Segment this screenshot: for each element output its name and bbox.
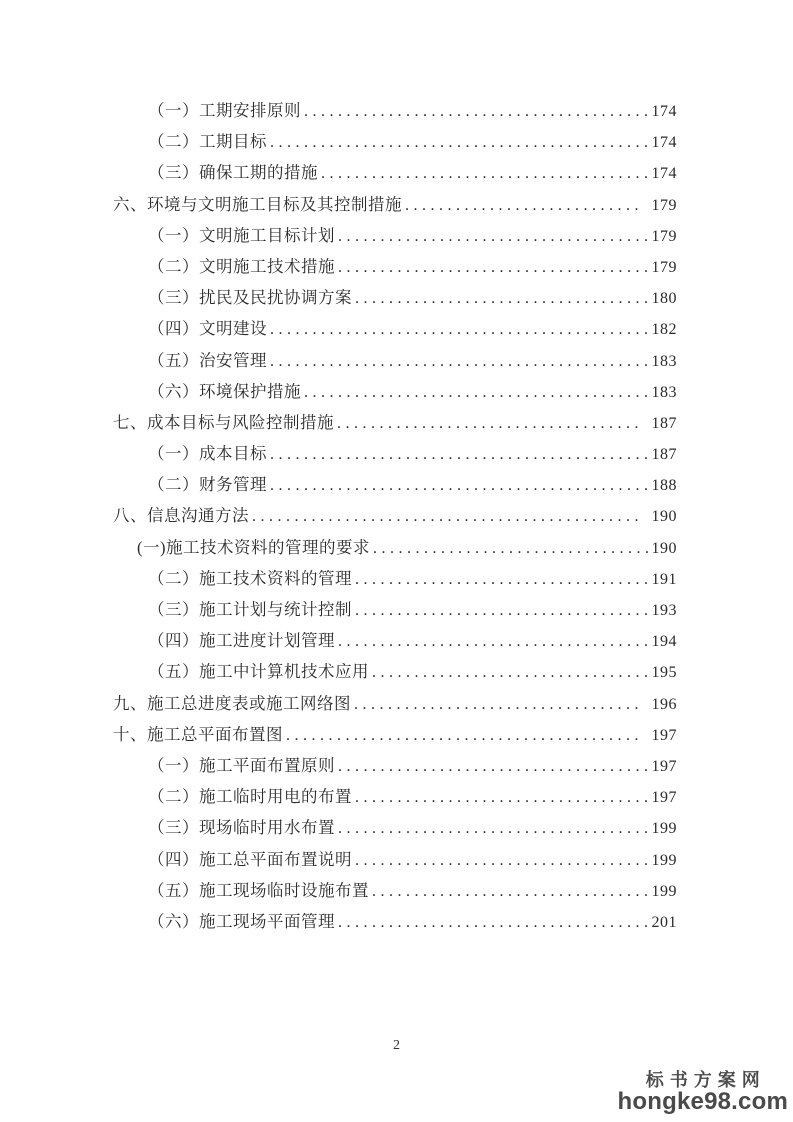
toc-entry[interactable] (113, 500, 677, 531)
toc-entry-title: （三）扰民及民扰协调方案 (148, 288, 352, 308)
watermark (618, 1070, 788, 1114)
toc-entry[interactable] (113, 656, 677, 687)
toc-dot-leader (355, 595, 650, 626)
toc-dot-leader (321, 158, 650, 189)
toc-dot-leader (354, 689, 642, 720)
toc-entry[interactable] (113, 563, 677, 594)
toc-entry-title: （二）文明施工技术措施 (148, 256, 335, 276)
toc-entry-page: 179 (651, 258, 677, 276)
toc-entry-title: （三）施工计划与统计控制 (148, 600, 352, 619)
toc-entry-title: 六、环境与文明施工目标及其控制措施 (113, 194, 402, 214)
toc-entry[interactable] (113, 812, 677, 843)
toc-entry-title: （三）确保工期的措施 (148, 163, 318, 183)
toc-entry-page: 195 (651, 664, 677, 682)
toc-entry-page: 197 (651, 789, 677, 807)
toc-entry[interactable] (113, 438, 677, 469)
toc-entry[interactable] (113, 157, 677, 188)
toc-entry-title: 八、信息沟通方法 (113, 506, 249, 526)
toc-entry-title: （二）施工临时用电的布置 (148, 787, 352, 807)
toc-entry-title: （四）施工总平面布置说明 (148, 849, 352, 869)
toc-entry[interactable] (113, 95, 677, 126)
watermark-site-name: 标书方案网 (645, 1070, 766, 1090)
toc-entry-page: 180 (651, 290, 677, 308)
toc-entry-title: （一）工期安排原则 (148, 101, 301, 120)
toc-entry[interactable] (113, 345, 677, 376)
toc-dot-leader (270, 470, 650, 501)
toc-entry[interactable] (113, 750, 677, 781)
toc-dot-leader (270, 314, 650, 345)
toc-entry-page: 191 (651, 570, 677, 588)
toc-entry-title: 七、成本目标与风险控制措施 (113, 412, 334, 432)
toc-entry-page: 197 (651, 726, 677, 744)
toc-entry-page: 190 (651, 508, 677, 526)
page-number: 2 (393, 1038, 400, 1053)
toc-entry-page: 193 (651, 602, 677, 619)
toc-dot-leader (338, 813, 650, 844)
toc-entry-page: 188 (651, 477, 677, 495)
toc-entry-page: 196 (651, 695, 677, 713)
toc-entry-page: 199 (651, 882, 677, 900)
toc-entry-page: 179 (651, 196, 677, 214)
toc-entry-page: 199 (651, 851, 677, 869)
toc-entry[interactable] (113, 875, 677, 906)
toc-entry-title: （三）现场临时用水布置 (148, 818, 335, 838)
toc-dot-leader (373, 533, 650, 564)
toc-entry-title: （二）财务管理 (148, 475, 267, 495)
toc-entry-page: 194 (651, 633, 677, 651)
toc-entry[interactable] (113, 781, 677, 812)
toc-entry[interactable] (113, 469, 677, 500)
toc-entry[interactable] (113, 251, 677, 282)
toc-dot-leader (355, 845, 650, 876)
toc-entry[interactable] (113, 906, 677, 937)
toc-entry-title: （二）施工技术资料的管理 (148, 568, 352, 588)
toc-entry[interactable] (113, 594, 677, 625)
toc-entry-page: 174 (651, 103, 677, 120)
toc-entry-title: （一）成本目标 (148, 444, 267, 464)
toc-entry-page: 201 (651, 913, 677, 931)
toc-entry-page: 197 (651, 757, 677, 775)
toc-entry[interactable] (113, 719, 677, 750)
toc-entry[interactable] (113, 313, 677, 344)
toc-entry-title: （五）治安管理 (148, 350, 267, 370)
toc-dot-leader (337, 408, 642, 439)
toc-entry-title: （四）文明建设 (148, 319, 267, 339)
toc-dot-leader (270, 127, 650, 158)
toc-entry-title: （二）工期目标 (148, 132, 267, 152)
toc-dot-leader (270, 346, 650, 377)
toc-dot-leader (372, 657, 650, 688)
toc-dot-leader (338, 221, 650, 252)
toc-entry-title: 十、施工总平面布置图 (113, 724, 283, 744)
toc-dot-leader (405, 190, 642, 221)
toc-dot-leader (338, 751, 650, 782)
toc-entry-page: 174 (651, 134, 677, 152)
toc-dot-leader (252, 501, 642, 532)
toc-entry[interactable] (113, 282, 677, 313)
toc-entry-page: 187 (651, 446, 677, 464)
toc-dot-leader (338, 252, 650, 283)
toc-entry-title: （一）文明施工目标计划 (148, 225, 335, 245)
toc-entry-page: 183 (651, 352, 677, 370)
toc-entry-title: （六）环境保护措施 (148, 381, 301, 401)
toc-entry[interactable] (113, 189, 677, 220)
toc-entry[interactable] (113, 126, 677, 157)
toc-dot-leader (338, 626, 650, 657)
toc-entry-page: 179 (651, 227, 677, 245)
toc-dot-leader (355, 283, 650, 314)
toc-entry[interactable] (113, 407, 677, 438)
toc-entry-page: 187 (651, 414, 677, 432)
toc-entry-title: （一）施工平面布置原则 (148, 755, 335, 775)
watermark-site-url: hongke98.com (617, 1088, 788, 1115)
toc-entry-title: （五）施工中计算机技术应用 (148, 662, 369, 682)
toc-entry-page: 183 (651, 383, 677, 401)
toc-dot-leader (372, 876, 650, 907)
toc-entry[interactable] (113, 844, 677, 875)
toc-dot-leader (304, 377, 650, 408)
toc-dot-leader (338, 907, 650, 938)
toc-dot-leader (270, 439, 650, 470)
toc-entry-page: 182 (651, 321, 677, 339)
toc-entry[interactable] (113, 376, 677, 407)
toc-entry-title: （六）施工现场平面管理 (148, 911, 335, 931)
toc-entry[interactable] (113, 220, 677, 251)
toc-entry[interactable] (113, 688, 677, 719)
toc-entry-title: （五）施工现场临时设施布置 (148, 880, 369, 900)
toc-dot-leader (355, 564, 650, 595)
toc-entry-title: （四）施工进度计划管理 (148, 631, 335, 651)
toc-entry-page: 174 (651, 165, 677, 183)
toc-entry-page: 190 (651, 539, 677, 557)
toc-entry[interactable] (113, 532, 677, 563)
toc-entry-page: 199 (651, 820, 677, 838)
toc-entry-title: (一)施工技术资料的管理的要求 (137, 537, 370, 557)
toc-entry[interactable] (113, 625, 677, 656)
toc-dot-leader (286, 720, 642, 751)
toc-entry-title: 九、施工总进度表或施工网络图 (113, 693, 351, 713)
toc-dot-leader (355, 782, 650, 813)
table-of-contents (113, 95, 677, 937)
toc-dot-leader (304, 96, 650, 127)
